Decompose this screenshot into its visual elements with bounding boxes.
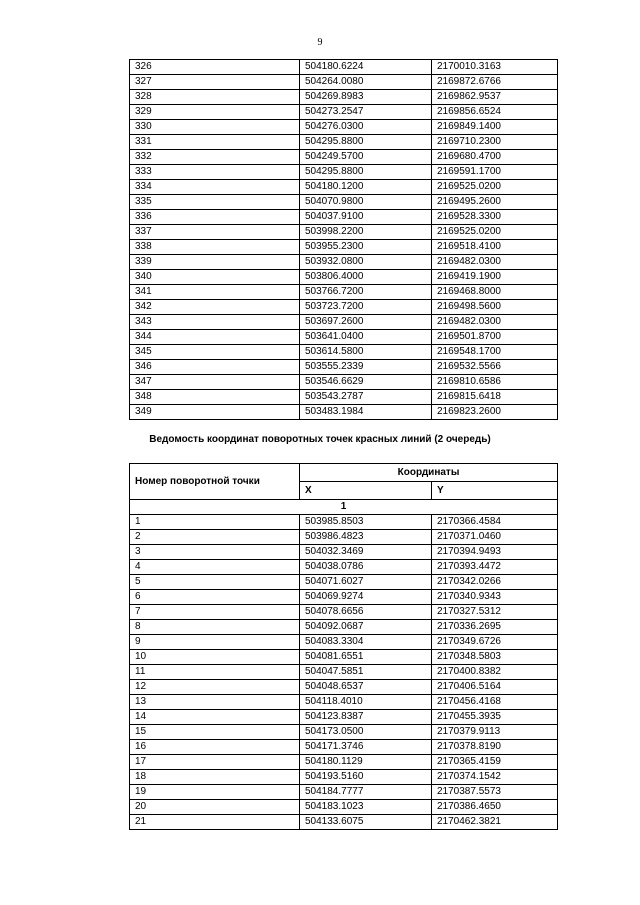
point-number-cell: 332 (130, 150, 300, 165)
page-number: 9 (317, 37, 323, 48)
y-coordinate-cell: 2169823.2600 (432, 405, 558, 420)
x-coordinate-cell: 504032.3469 (300, 545, 432, 560)
point-number-cell: 17 (130, 755, 300, 770)
point-number-cell: 346 (130, 360, 300, 375)
x-coordinate-cell: 503543.2787 (300, 390, 432, 405)
x-coordinate-cell: 503614.5800 (300, 345, 432, 360)
table-row (130, 105, 558, 120)
header-coordinates: Координаты (300, 464, 558, 482)
table-row (130, 800, 558, 815)
x-coordinate-cell: 504273.2547 (300, 105, 432, 120)
x-coordinate-cell: 504038.0786 (300, 560, 432, 575)
point-number-cell: 333 (130, 165, 300, 180)
y-coordinate-cell: 2170349.6726 (432, 635, 558, 650)
table-row (130, 695, 558, 710)
x-coordinate-cell: 503998.2200 (300, 225, 432, 240)
x-coordinate-cell: 504123.8387 (300, 710, 432, 725)
table-row (130, 270, 558, 285)
header-x: X (300, 482, 432, 500)
x-coordinate-cell: 503641.0400 (300, 330, 432, 345)
table-row (130, 785, 558, 800)
point-number-cell: 337 (130, 225, 300, 240)
table-row (130, 815, 558, 830)
y-coordinate-cell: 2169591.1700 (432, 165, 558, 180)
y-coordinate-cell: 2170374.1542 (432, 770, 558, 785)
point-number-cell: 342 (130, 300, 300, 315)
y-coordinate-cell: 2170455.3935 (432, 710, 558, 725)
table-row (130, 240, 558, 255)
point-number-cell: 10 (130, 650, 300, 665)
coordinates-table-continued (129, 59, 558, 420)
x-coordinate-cell: 504047.5851 (300, 665, 432, 680)
x-coordinate-cell: 504092.0687 (300, 620, 432, 635)
point-number-cell: 334 (130, 180, 300, 195)
table-row (130, 60, 558, 75)
table-row (130, 560, 558, 575)
table-row (130, 515, 558, 530)
point-number-cell: 13 (130, 695, 300, 710)
x-coordinate-cell: 504081.6551 (300, 650, 432, 665)
point-number-cell: 331 (130, 135, 300, 150)
x-coordinate-cell: 504048.6537 (300, 680, 432, 695)
table-row (130, 225, 558, 240)
x-coordinate-cell: 504118.4010 (300, 695, 432, 710)
y-coordinate-cell: 2170327.5312 (432, 605, 558, 620)
y-coordinate-cell: 2169872.6766 (432, 75, 558, 90)
x-coordinate-cell: 504171.3746 (300, 740, 432, 755)
y-coordinate-cell: 2169498.5600 (432, 300, 558, 315)
point-number-cell: 7 (130, 605, 300, 620)
x-coordinate-cell: 504276.0300 (300, 120, 432, 135)
point-number-cell: 335 (130, 195, 300, 210)
x-coordinate-cell: 503986.4823 (300, 530, 432, 545)
y-coordinate-cell: 2169528.3300 (432, 210, 558, 225)
y-coordinate-cell: 2169815.6418 (432, 390, 558, 405)
table-row (130, 300, 558, 315)
point-number-cell: 338 (130, 240, 300, 255)
x-coordinate-cell: 503985.8503 (300, 515, 432, 530)
point-number-cell: 8 (130, 620, 300, 635)
x-coordinate-cell: 504180.6224 (300, 60, 432, 75)
y-coordinate-cell: 2169525.0200 (432, 180, 558, 195)
table-row (130, 330, 558, 345)
table-row (130, 165, 558, 180)
point-number-cell: 330 (130, 120, 300, 135)
point-number-cell: 16 (130, 740, 300, 755)
point-number-cell: 4 (130, 560, 300, 575)
point-number-cell: 340 (130, 270, 300, 285)
point-number-cell: 14 (130, 710, 300, 725)
y-coordinate-cell: 2169495.2600 (432, 195, 558, 210)
table-row (130, 150, 558, 165)
x-coordinate-cell: 504180.1129 (300, 755, 432, 770)
x-coordinate-cell: 504133.6075 (300, 815, 432, 830)
y-coordinate-cell: 2169710.2300 (432, 135, 558, 150)
y-coordinate-cell: 2170379.9113 (432, 725, 558, 740)
x-coordinate-cell: 504249.5700 (300, 150, 432, 165)
red-lines-coordinates-table (129, 463, 558, 830)
y-coordinate-cell: 2170456.4168 (432, 695, 558, 710)
point-number-cell: 11 (130, 665, 300, 680)
point-number-cell: 341 (130, 285, 300, 300)
table-row (130, 255, 558, 270)
y-coordinate-cell: 2169468.8000 (432, 285, 558, 300)
table-row (130, 210, 558, 225)
y-coordinate-cell: 2170378.8190 (432, 740, 558, 755)
point-number-cell: 15 (130, 725, 300, 740)
y-coordinate-cell: 2170462.3821 (432, 815, 558, 830)
table-row (130, 665, 558, 680)
y-coordinate-cell: 2169548.1700 (432, 345, 558, 360)
x-coordinate-cell: 504183.1023 (300, 800, 432, 815)
x-coordinate-cell: 504078.6656 (300, 605, 432, 620)
x-coordinate-cell: 504173.0500 (300, 725, 432, 740)
x-coordinate-cell: 504184.7777 (300, 785, 432, 800)
x-coordinate-cell: 504295.8800 (300, 165, 432, 180)
point-number-cell: 3 (130, 545, 300, 560)
x-coordinate-cell: 503766.7200 (300, 285, 432, 300)
x-coordinate-cell: 504037.9100 (300, 210, 432, 225)
y-coordinate-cell: 2170366.4584 (432, 515, 558, 530)
point-number-cell: 329 (130, 105, 300, 120)
y-coordinate-cell: 2170394.9493 (432, 545, 558, 560)
point-number-cell: 19 (130, 785, 300, 800)
table-row (130, 315, 558, 330)
y-coordinate-cell: 2170342.0266 (432, 575, 558, 590)
x-coordinate-cell: 504071.6027 (300, 575, 432, 590)
y-coordinate-cell: 2170365.4159 (432, 755, 558, 770)
table-row (130, 635, 558, 650)
x-coordinate-cell: 504070.9800 (300, 195, 432, 210)
y-coordinate-cell: 2169849.1400 (432, 120, 558, 135)
table-row (130, 360, 558, 375)
x-coordinate-cell: 504180.1200 (300, 180, 432, 195)
group-label: 1 (130, 500, 558, 515)
y-coordinate-cell: 2169518.4100 (432, 240, 558, 255)
table-row (130, 770, 558, 785)
y-coordinate-cell: 2170393.4472 (432, 560, 558, 575)
point-number-cell: 345 (130, 345, 300, 360)
x-coordinate-cell: 503932.0800 (300, 255, 432, 270)
y-coordinate-cell: 2169680.4700 (432, 150, 558, 165)
table-row (130, 390, 558, 405)
table-row (130, 605, 558, 620)
y-coordinate-cell: 2169810.6586 (432, 375, 558, 390)
y-coordinate-cell: 2170400.8382 (432, 665, 558, 680)
point-number-cell: 327 (130, 75, 300, 90)
y-coordinate-cell: 2169501.8700 (432, 330, 558, 345)
point-number-cell: 18 (130, 770, 300, 785)
table-row (130, 620, 558, 635)
table-row (130, 135, 558, 150)
table-row (130, 740, 558, 755)
y-coordinate-cell: 2170336.2695 (432, 620, 558, 635)
point-number-cell: 326 (130, 60, 300, 75)
x-coordinate-cell: 504083.3304 (300, 635, 432, 650)
x-coordinate-cell: 504269.8983 (300, 90, 432, 105)
x-coordinate-cell: 504264.0080 (300, 75, 432, 90)
y-coordinate-cell: 2169419.1900 (432, 270, 558, 285)
x-coordinate-cell: 503697.2600 (300, 315, 432, 330)
y-coordinate-cell: 2170010.3163 (432, 60, 558, 75)
point-number-cell: 9 (130, 635, 300, 650)
table-row (130, 375, 558, 390)
table-row (130, 345, 558, 360)
coordinates-table-body (130, 500, 558, 830)
table-row (130, 710, 558, 725)
coordinates-table-body (130, 60, 558, 420)
point-number-cell: 1 (130, 515, 300, 530)
y-coordinate-cell: 2170386.4650 (432, 800, 558, 815)
point-number-cell: 336 (130, 210, 300, 225)
x-coordinate-cell: 504295.8800 (300, 135, 432, 150)
x-coordinate-cell: 503723.7200 (300, 300, 432, 315)
y-coordinate-cell: 2169862.9537 (432, 90, 558, 105)
header-y: Y (432, 482, 558, 500)
point-number-cell: 12 (130, 680, 300, 695)
point-number-cell: 328 (130, 90, 300, 105)
header-point-number: Номер поворотной точки (130, 464, 300, 500)
table-row (130, 195, 558, 210)
table-row (130, 90, 558, 105)
x-coordinate-cell: 503483.1984 (300, 405, 432, 420)
table-row (130, 530, 558, 545)
x-coordinate-cell: 503955.2300 (300, 240, 432, 255)
point-number-cell: 20 (130, 800, 300, 815)
y-coordinate-cell: 2170406.5164 (432, 680, 558, 695)
table-row (130, 180, 558, 195)
y-coordinate-cell: 2169482.0300 (432, 255, 558, 270)
x-coordinate-cell: 503806.4000 (300, 270, 432, 285)
point-number-cell: 349 (130, 405, 300, 420)
table-row (130, 755, 558, 770)
point-number-cell: 347 (130, 375, 300, 390)
table-header (130, 464, 558, 500)
y-coordinate-cell: 2169525.0200 (432, 225, 558, 240)
x-coordinate-cell: 503546.6629 (300, 375, 432, 390)
table-row (130, 590, 558, 605)
table-row (130, 75, 558, 90)
y-coordinate-cell: 2170348.5803 (432, 650, 558, 665)
table-row (130, 725, 558, 740)
y-coordinate-cell: 2169856.6524 (432, 105, 558, 120)
table-row (130, 650, 558, 665)
point-number-cell: 339 (130, 255, 300, 270)
table-row (130, 575, 558, 590)
x-coordinate-cell: 504069.9274 (300, 590, 432, 605)
y-coordinate-cell: 2170387.5573 (432, 785, 558, 800)
table-row (130, 680, 558, 695)
y-coordinate-cell: 2170340.9343 (432, 590, 558, 605)
x-coordinate-cell: 504193.5160 (300, 770, 432, 785)
y-coordinate-cell: 2169482.0300 (432, 315, 558, 330)
point-number-cell: 348 (130, 390, 300, 405)
table-row (130, 120, 558, 135)
y-coordinate-cell: 2169532.5566 (432, 360, 558, 375)
point-number-cell: 2 (130, 530, 300, 545)
point-number-cell: 343 (130, 315, 300, 330)
point-number-cell: 6 (130, 590, 300, 605)
section-title: Ведомость координат поворотных точек красных линий (2 очередь) (149, 434, 491, 445)
point-number-cell: 5 (130, 575, 300, 590)
x-coordinate-cell: 503555.2339 (300, 360, 432, 375)
point-number-cell: 344 (130, 330, 300, 345)
table-row (130, 405, 558, 420)
point-number-cell: 21 (130, 815, 300, 830)
y-coordinate-cell: 2170371.0460 (432, 530, 558, 545)
table-row (130, 545, 558, 560)
group-row (130, 500, 558, 515)
table-row (130, 285, 558, 300)
